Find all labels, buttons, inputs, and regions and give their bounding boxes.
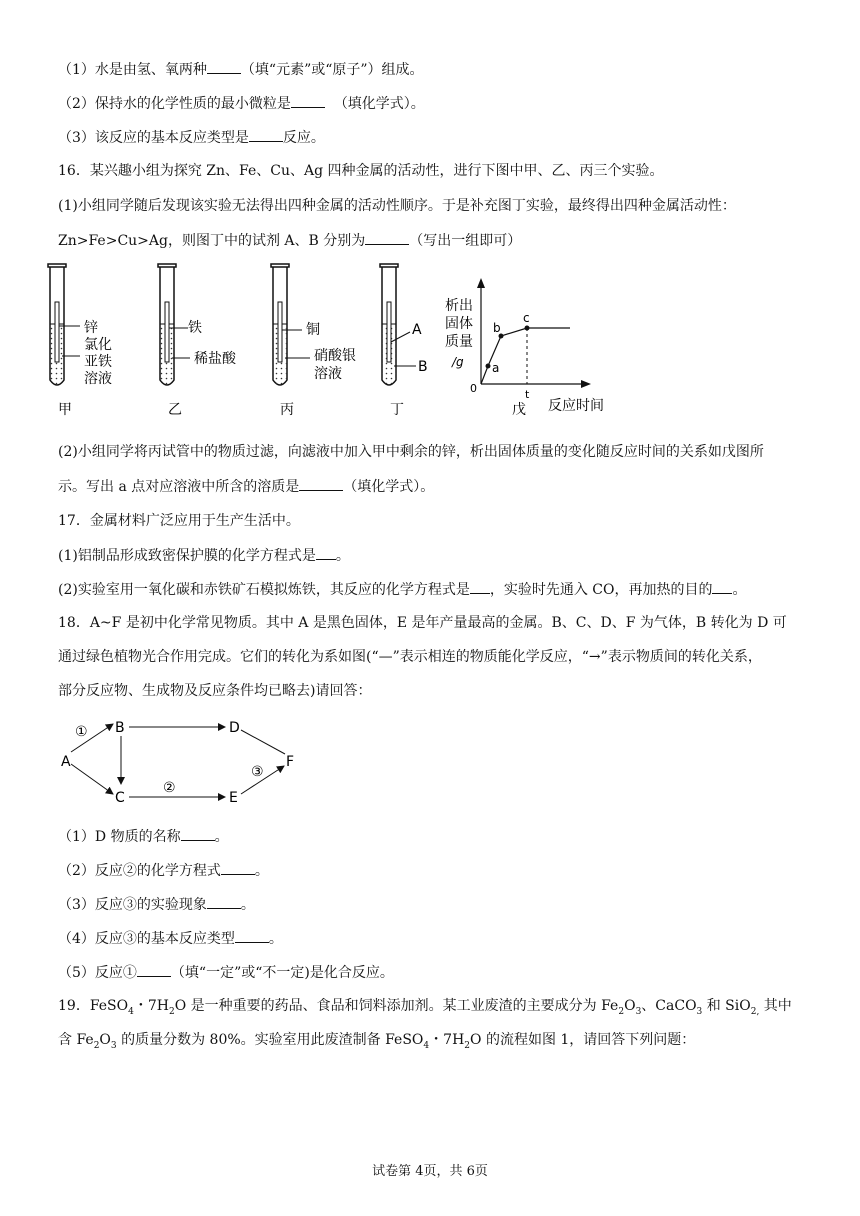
- blank[interactable]: [299, 476, 343, 491]
- q18-part4: [58, 928, 283, 949]
- subscript: 2: [168, 1006, 175, 1017]
- text: 和 SiO: [702, 998, 751, 1014]
- text: O: [624, 998, 636, 1014]
- text: （填“一定”或“不一定)是化合反应。: [170, 965, 394, 981]
- subscript: 2: [93, 1040, 100, 1051]
- text: 。: [268, 931, 283, 947]
- text: O 的流程如图 1，请回答下列问题：: [470, 1032, 696, 1048]
- q15-part1: [58, 59, 424, 80]
- graph-ylabel4: /g: [452, 355, 464, 369]
- blank[interactable]: [137, 962, 171, 977]
- blank[interactable]: [207, 894, 241, 909]
- graph-label-b: b: [493, 321, 501, 335]
- blank[interactable]: [291, 93, 325, 108]
- blank[interactable]: [316, 545, 336, 560]
- reaction-3-label: ③: [251, 764, 264, 780]
- text: （填化学式）。: [343, 479, 435, 495]
- tube-yi-label2: 稀盐酸: [194, 351, 236, 367]
- tube-bing-caption: 丙: [280, 402, 294, 418]
- graph-origin: 0: [470, 382, 477, 395]
- graph-wu: [445, 278, 604, 418]
- node-f: F: [286, 754, 295, 770]
- text: （写出一组即可）: [409, 233, 522, 249]
- graph-label-a: a: [492, 361, 500, 375]
- tube-yi-label1: 铁: [188, 320, 202, 336]
- blank[interactable]: [249, 127, 283, 142]
- node-d: D: [229, 720, 240, 736]
- q18-part1: [58, 826, 229, 847]
- blank[interactable]: [365, 230, 409, 245]
- subscript: 4: [423, 1040, 430, 1051]
- tube-ding: [380, 264, 428, 418]
- tube-bing-label1: 铜: [306, 322, 320, 338]
- blank[interactable]: [235, 928, 269, 943]
- tube-ding-label-a: A: [412, 322, 422, 338]
- text: 。: [214, 829, 229, 845]
- subscript: 2: [618, 1006, 625, 1017]
- tube-yi: [158, 264, 237, 418]
- node-b: B: [115, 720, 125, 736]
- node-e: E: [229, 790, 238, 806]
- q18-stem-line1: 18．A~F 是初中化学常见物质。其中 A 是黑色固体，E 是年产量最高的金属。B、C、D、F 为气体，B 转化为 D 可: [58, 615, 787, 631]
- reaction-1-label: ①: [75, 724, 88, 740]
- blank[interactable]: [221, 860, 255, 875]
- q16-part2-line2: [58, 476, 434, 497]
- text: 反应。: [282, 130, 325, 146]
- text: （1）D 物质的名称: [58, 829, 181, 845]
- graph-ylabel3: 质量: [445, 334, 473, 350]
- text: O 是一种重要的药品、食品和饲料添加剂。某工业废渣的主要成分为 Fe: [174, 998, 619, 1014]
- subscript: 3: [635, 1006, 642, 1017]
- q18-part5: [58, 962, 394, 983]
- graph-label-t: t: [525, 388, 530, 401]
- tube-bing-label2: 硝酸银: [314, 348, 356, 364]
- q17-part2: [58, 579, 746, 600]
- tube-jia-caption: 甲: [58, 402, 72, 418]
- text: 。: [732, 582, 747, 598]
- tube-jia-label4: 溶液: [84, 371, 112, 387]
- text: （1）水是由氢、氧两种: [58, 62, 207, 78]
- node-a: A: [61, 754, 71, 770]
- subscript: 2,: [750, 1006, 760, 1017]
- blank[interactable]: [207, 59, 241, 74]
- q15-part2: [58, 93, 425, 114]
- q17-stem: 17．金属材料广泛应用于生产生活中。: [58, 513, 300, 529]
- q16-part2-line1: (2)小组同学将丙试管中的物质过滤，向滤液中加入甲中剩余的锌，析出固体质量的变化随反应时间的关系如戊图所: [58, 444, 764, 460]
- point-a: [486, 364, 491, 369]
- text: O: [99, 1032, 111, 1048]
- text: （2）反应②的化学方程式: [58, 863, 221, 879]
- reaction-2-label: ②: [163, 780, 176, 796]
- text: （3）反应③的实验现象: [58, 897, 207, 913]
- text: ，实验时先通入 CO，再加热的目的: [489, 582, 713, 598]
- subscript: 3: [110, 1040, 117, 1051]
- q16-part1-line1: (1)小组同学随后发现该实验无法得出四种金属的活动性顺序。于是补充图丁实验，最终得出四种金属活动性：: [58, 198, 736, 214]
- text: 其中: [759, 998, 792, 1014]
- blank[interactable]: [712, 579, 732, 594]
- graph-ylabel2: 固体: [445, 316, 473, 332]
- blank[interactable]: [470, 579, 490, 594]
- text: （填“元素”或“原子”）组成。: [240, 62, 424, 78]
- text: (2)实验室用一氧化碳和赤铁矿石模拟炼铁，其反应的化学方程式是: [58, 582, 470, 598]
- tube-jia: [48, 264, 112, 418]
- q16-part1-line2: [58, 230, 521, 251]
- graph-caption: 戊: [512, 402, 526, 418]
- q16-figure: [40, 262, 640, 422]
- text: 19．FeSO: [58, 998, 129, 1014]
- q18-flow-diagram: [55, 712, 315, 812]
- q18-stem-line3: 部分反应物、生成物及反应条件均已略去)请回答：: [58, 683, 372, 699]
- tube-jia-label1: 锌: [84, 320, 98, 336]
- graph-ylabel1: 析出: [445, 298, 473, 314]
- q18-part3: [58, 894, 255, 915]
- text: ・7H: [429, 1032, 465, 1048]
- subscript: 4: [128, 1006, 134, 1017]
- tube-jia-label3: 亚铁: [84, 354, 112, 370]
- q18-stem-line2: 通过绿色植物光合作用完成。它们的转化为系如图(“—”表示相连的物质能化学反应，“→”表示物质间的转化关系，: [58, 649, 762, 665]
- text: （4）反应③的基本反应类型: [58, 931, 235, 947]
- text: （填化学式）。: [333, 96, 425, 112]
- node-c: C: [115, 790, 125, 806]
- text: 。: [254, 863, 269, 879]
- subscript: 3: [696, 1006, 703, 1017]
- text: 。: [240, 897, 255, 913]
- q17-part1: [58, 545, 350, 566]
- text: ・7H: [133, 998, 169, 1014]
- text: 示。写出 a 点对应溶液中所含的溶质是: [58, 479, 300, 495]
- q19-stem-line1: [58, 996, 792, 1022]
- text: 的质量分数为 80%。实验室用此废渣制备 FeSO: [116, 1032, 424, 1048]
- text: 含 Fe: [58, 1032, 94, 1048]
- q18-part2: [58, 860, 269, 881]
- q19-stem-line2: [58, 1030, 695, 1056]
- text: Zn>Fe>Cu>Ag，则图丁中的试剂 A、B 分别为: [58, 233, 366, 249]
- graph-xlabel: 反应时间: [548, 398, 604, 414]
- tube-ding-caption: 丁: [390, 402, 404, 418]
- text: （5）反应①: [58, 965, 137, 981]
- text: （2）保持水的化学性质的最小微粒是: [58, 96, 291, 112]
- text: 、CaCO: [641, 998, 697, 1014]
- graph-label-c: c: [523, 311, 530, 325]
- q15-part3: [58, 127, 325, 148]
- q16-stem: 16．某兴趣小组为探究 Zn、Fe、Cu、Ag 四种金属的活动性，进行下图中甲、乙、丙三个实验。: [58, 163, 664, 179]
- blank[interactable]: [181, 826, 215, 841]
- tube-yi-caption: 乙: [168, 402, 182, 418]
- page-footer: 试卷第 4页，共 6页: [372, 1164, 488, 1179]
- tube-ding-label-b: B: [418, 359, 428, 375]
- tube-jia-label2: 氯化: [84, 337, 112, 353]
- text: （3）该反应的基本反应类型是: [58, 130, 249, 146]
- tube-bing: [271, 264, 356, 418]
- tube-bing-label3: 溶液: [314, 366, 342, 382]
- text: 。: [335, 548, 350, 564]
- text: (1)铝制品形成致密保护膜的化学方程式是: [58, 548, 316, 564]
- subscript: 2: [464, 1040, 471, 1051]
